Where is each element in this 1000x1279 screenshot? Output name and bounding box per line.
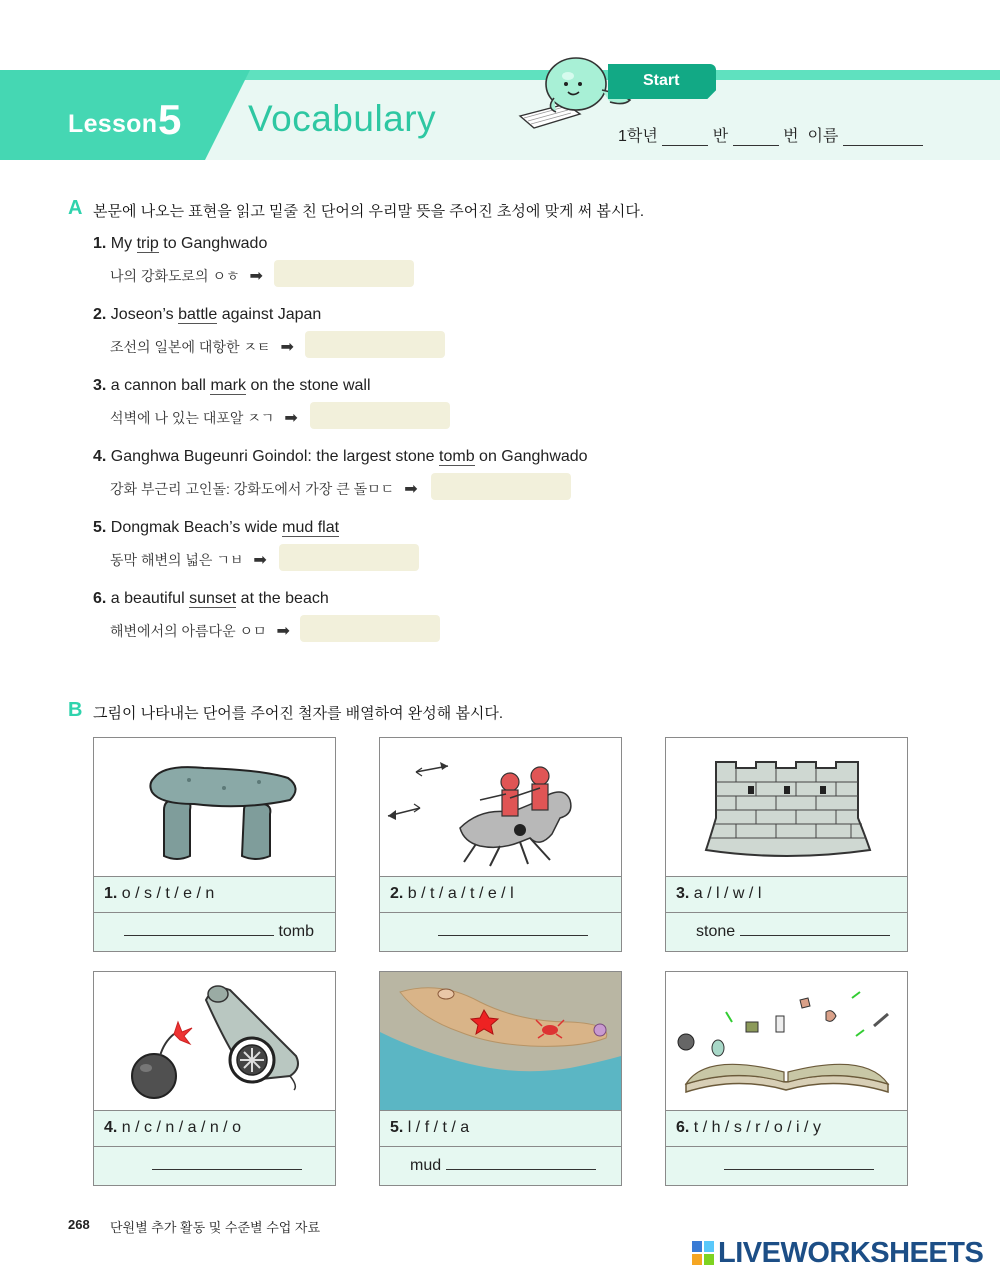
history-book-icon — [666, 972, 907, 1110]
lesson-number: 5 — [158, 96, 182, 143]
word-card-2 — [379, 737, 622, 952]
item-1-korean — [110, 266, 263, 286]
item-text: a cannon ball — [110, 377, 211, 394]
class-info — [618, 123, 923, 146]
scrambled-letters: n / c / n / a / n / o — [121, 1119, 241, 1136]
section-b-letter: B — [68, 699, 83, 721]
card-number: 3. — [676, 885, 690, 902]
class-label: 반 — [712, 128, 729, 145]
arrow-right-icon: ➡ — [249, 268, 263, 285]
answer-blank-5[interactable] — [446, 1156, 596, 1170]
item-5-english — [93, 519, 339, 537]
korean-hint: 나의 강화도로의 ㅇㅎ — [110, 268, 240, 284]
lesson-label: Lesson — [68, 110, 158, 138]
answer-box-6[interactable] — [300, 615, 440, 642]
item-number: 6. — [93, 590, 107, 607]
item-3-english — [93, 377, 371, 395]
footer-text: 단원별 추가 활동 및 수준별 수업 자료 — [110, 1220, 321, 1235]
answer-suffix: tomb — [278, 923, 315, 940]
cannon-icon — [94, 972, 335, 1110]
answer-row — [380, 913, 621, 951]
item-4-english — [93, 448, 588, 466]
korean-hint: 조선의 일본에 대항한 ㅈㅌ — [110, 339, 271, 355]
word-card-5 — [379, 971, 622, 1186]
answer-box-2[interactable] — [305, 331, 445, 358]
item-2-korean — [110, 337, 294, 357]
item-number: 4. — [93, 448, 107, 465]
name-label: 이름 — [807, 128, 839, 145]
card-number: 4. — [104, 1119, 118, 1136]
item-number: 2. — [93, 306, 107, 323]
item-text: on Ganghwado — [474, 448, 588, 465]
mud-flat-icon — [380, 972, 621, 1110]
underlined-word: mark — [210, 377, 246, 394]
scrambled-letters: b / t / a / t / e / l — [407, 885, 514, 902]
answer-blank-2[interactable] — [438, 922, 588, 936]
section-a-letter: A — [68, 197, 83, 219]
item-1-english — [93, 235, 267, 253]
scrambled-letters: o / s / t / e / n — [121, 885, 215, 902]
answer-prefix: mud — [410, 1157, 442, 1174]
section-b-instruction: 그림이 나타내는 단어를 주어진 철자를 배열하여 완성해 봅시다. — [93, 705, 504, 722]
underlined-word: mud flat — [282, 519, 340, 536]
liveworksheets-logo-icon — [692, 1241, 714, 1265]
card-number: 2. — [390, 885, 404, 902]
korean-hint: 강화 부근리 고인돌: 강화도에서 가장 큰 돌ㅁㄷ — [110, 481, 395, 497]
scrambled-letters-row — [380, 876, 621, 913]
scrambled-letters: a / l / w / l — [693, 885, 762, 902]
answer-blank-1[interactable] — [124, 922, 274, 936]
answer-blank-4[interactable] — [152, 1156, 302, 1170]
card-number: 1. — [104, 885, 118, 902]
number-label: 번 — [783, 128, 799, 145]
item-text: to Ganghwado — [158, 235, 268, 252]
arrow-right-icon: ➡ — [253, 552, 267, 569]
item-text: My — [110, 235, 137, 252]
start-label: Start — [643, 72, 680, 89]
answer-row — [94, 913, 335, 951]
liveworksheets-brand[interactable]: LIVEWORKSHEETS — [718, 1237, 984, 1269]
item-2-english — [93, 306, 321, 324]
word-card-4 — [93, 971, 336, 1186]
number-blank[interactable] — [733, 130, 779, 146]
arrow-right-icon: ➡ — [276, 623, 290, 640]
item-text: Joseon’s — [110, 306, 179, 323]
scrambled-letters-row — [94, 1110, 335, 1147]
section-a-instruction: 본문에 나오는 표현을 읽고 밑줄 친 단어의 우리말 뜻을 주어진 초성에 맞게 써 봅시다. — [93, 203, 645, 220]
stone-wall-icon — [666, 738, 907, 876]
scrambled-letters-row — [666, 876, 907, 913]
scrambled-letters-row — [666, 1110, 907, 1147]
underlined-word: sunset — [189, 590, 237, 607]
page-title: Vocabulary — [248, 98, 437, 139]
answer-blank-3[interactable] — [740, 922, 890, 936]
answer-box-4[interactable] — [431, 473, 571, 500]
item-5-korean — [110, 550, 267, 570]
underlined-word: battle — [178, 306, 218, 323]
item-6-korean — [110, 621, 290, 641]
name-blank[interactable] — [843, 130, 923, 146]
card-number: 6. — [676, 1119, 690, 1136]
item-text: Dongmak Beach’s wide — [110, 519, 283, 536]
korean-hint: 석벽에 나 있는 대포알 ㅈㄱ — [110, 410, 275, 426]
korean-hint: 동막 해변의 넓은 ㄱㅂ — [110, 552, 244, 568]
korean-hint: 해변에서의 아름다운 ㅇㅁ — [110, 623, 267, 639]
answer-box-3[interactable] — [310, 402, 450, 429]
answer-row — [94, 1147, 335, 1185]
word-card-1 — [93, 737, 336, 952]
dolmen-icon — [94, 738, 335, 876]
word-card-6 — [665, 971, 908, 1186]
arrow-right-icon: ➡ — [280, 339, 294, 356]
answer-row — [666, 913, 907, 951]
item-6-english — [93, 590, 329, 608]
page-number: 268 — [68, 1217, 90, 1232]
word-card-3 — [665, 737, 908, 952]
class-blank[interactable] — [662, 130, 708, 146]
answer-blank-6[interactable] — [724, 1156, 874, 1170]
answer-row — [380, 1147, 621, 1185]
answer-box-1[interactable] — [274, 260, 414, 287]
item-text: Ganghwa Bugeunri Goindol: the largest stone — [110, 448, 440, 465]
item-text: on the stone wall — [246, 377, 371, 394]
scrambled-letters: t / h / s / r / o / i / y — [693, 1119, 821, 1136]
battle-icon — [380, 738, 621, 876]
grade-label: 1학년 — [618, 128, 658, 145]
item-number: 1. — [93, 235, 107, 252]
answer-box-5[interactable] — [279, 544, 419, 571]
scrambled-letters-row — [94, 876, 335, 913]
answer-prefix: stone — [696, 923, 736, 940]
answer-row — [666, 1147, 907, 1185]
scrambled-letters: l / f / t / a — [407, 1119, 470, 1136]
item-text: at the beach — [236, 590, 329, 607]
arrow-right-icon: ➡ — [284, 410, 298, 427]
arrow-right-icon: ➡ — [404, 481, 418, 498]
scrambled-letters-row — [380, 1110, 621, 1147]
card-number: 5. — [390, 1119, 404, 1136]
item-text: against Japan — [217, 306, 322, 323]
item-text: a beautiful — [110, 590, 190, 607]
item-3-korean — [110, 408, 298, 428]
item-4-korean — [110, 479, 418, 499]
item-number: 5. — [93, 519, 107, 536]
underlined-word: tomb — [439, 448, 475, 465]
underlined-word: trip — [136, 235, 159, 252]
item-number: 3. — [93, 377, 107, 394]
